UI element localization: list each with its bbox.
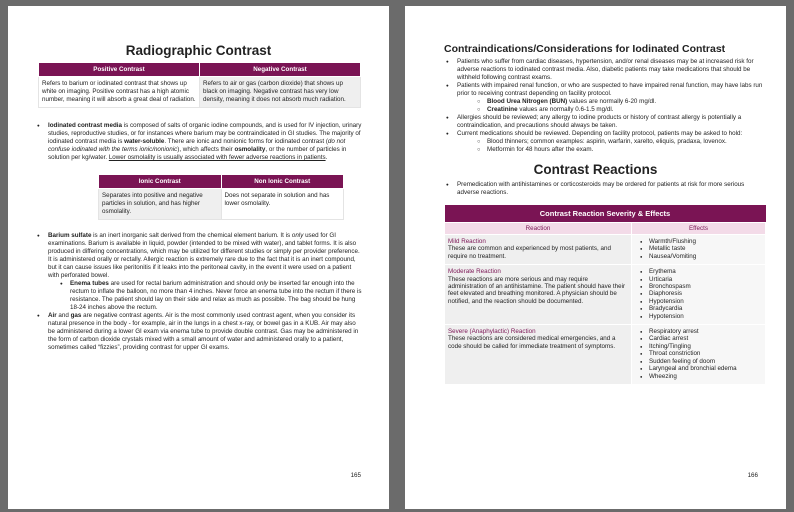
reaction-description: These reactions are considered medical emergencies, and a code should be called for immediate treatment of symptoms. [448, 335, 616, 350]
list-item: ● Respiratory arrest [635, 328, 762, 335]
effects-list [635, 268, 762, 320]
list-item: ● Iodinated contrast media is composed of salts of organic iodine compounds, and is used for IV injection, urinary studies, reproductive studies, or for instances where barium may be contraindicated in GI studies. The majority of iodinated contrast media is water-soluble. There are ionic and nonionic forms for iodinated contrast (do not confuse iodinated with the terms ionic/nonionic), which affects their osmolality, or the number of particles in solution per kg/water. Lower osmolality is usually associated with fewer adverse reactions in patients. [34, 122, 364, 162]
page-title: Contraindications/Considerations for Iodinated Contrast [444, 43, 726, 55]
table-cell: Refers to barium or iodinated contrast that shows up white on imaging. Positive contrast has a high atomic number, meaning it will absorb a great deal of radiation. [39, 77, 200, 108]
reaction-name: Mild Reaction [448, 238, 486, 245]
list-item: ● Premedication with antihistamines or corticosteroids may be ordered for patients at risk for more serious adverse reactions. [443, 181, 763, 197]
reaction-description: These are common and experienced by most patients, and require no treatment. [448, 245, 611, 260]
list-item: ● Cardiac arrest [635, 335, 762, 342]
hold-medications-list [475, 138, 763, 154]
list-item: ○ Creatinine values are normally 0.6-1.5 mg/dl. [475, 106, 763, 114]
contraindication-list [443, 58, 763, 154]
list-item: ● Erythema [635, 268, 762, 275]
table-header: Negative Contrast [200, 63, 361, 77]
page-166 [405, 6, 786, 509]
barium-list [34, 232, 364, 352]
table-header: Non Ionic Contrast [221, 175, 344, 189]
page-165 [8, 6, 389, 509]
list-item: ● Throat constriction [635, 350, 762, 357]
page-number: 165 [350, 472, 361, 479]
table-row [445, 265, 766, 325]
list-item: ● Warmth/Flushing [635, 238, 762, 245]
table-cell: Separates into positive and negative particles in solution, and has higher osmolality. [99, 189, 222, 220]
list-item: ● Nausea/Vomiting [635, 253, 762, 260]
list-item: ● Enema tubes are used for rectal barium administration and should only be inserted far enough into the rectum to inflate the balloon, no more than 4 inches. Never force an enema tube into the rectum if there is resistance. The patient should lay on their side and relax as much as possible. The bag should be hung 18-24 inches above the rectum. [58, 280, 364, 312]
list-item: ● Itching/Tingling [635, 343, 762, 350]
effects-list [635, 238, 762, 260]
list-item: ○ Metformin for 48 hours after the exam. [475, 146, 763, 154]
list-item: ● Allergies should be reviewed; any allergy to iodine products or history of contrast allergy is potentially a contraindication, and precautions should always be taken. [443, 114, 763, 130]
list-item: ○ Blood thinners; common examples: aspirin, warfarin, xarelto, eliquis, pradaxa, lovenox. [475, 138, 763, 146]
list-item: ● Metallic taste [635, 245, 762, 252]
list-item: ● Patients who suffer from cardiac diseases, hypertension, and/or renal diseases may be at increased risk for adverse reactions to iodinated contrast media. Also, diabetic patients may take medications that should be withheld following contrast exams. [443, 58, 763, 82]
list-item: ● Urticaria [635, 276, 762, 283]
premedication-list [443, 181, 763, 197]
list-item: ● Hypotension [635, 313, 762, 320]
reaction-name: Moderate Reaction [448, 268, 501, 276]
table-header: Reaction [445, 223, 632, 235]
list-item: ● Air and gas are negative contrast agents. Air is the most commonly used contrast agent, when you consider its natural presence in the body - for example, air in the lungs in a chest x-ray, or bowel gas in a KUB. Air may also be administered during a lower GI exam via enema tube to provide double contrast. Gas may be administered in the form of carbon dioxide crystals mixed with a small amount of water and administered orally to a patient, sometimes called “fizzies”, providing contrast for upper GI exams. [34, 312, 364, 352]
effects-list [635, 328, 762, 380]
list-item: ● Patients with impaired renal function, or who are suspected to have impaired renal function, may have labs run prior to receiving contrast depending on facility protocol. ○ Blood Urea Nitrogen (BUN) values are normally 6-20 mg/dl. ○ Creatinine values are normally 0.6-1.5 mg/dl. [443, 82, 763, 114]
table-row [445, 235, 766, 265]
table-header: Effects [632, 223, 766, 235]
list-item: ● Current medications should be reviewed. Depending on facility protocol, patients may be asked to hold: ○ Blood thinners; common examples: aspirin, warfarin, xarelto, eliquis, pradaxa, lovenox. ○ Metformin for 48 hours after the exam. [443, 130, 763, 154]
table-cell: Refers to air or gas (carbon dioxide) that shows up black on imaging. Negative contrast has very low density, meaning it does not absorb much radiation. [200, 77, 361, 108]
reaction-name: Severe (Anaphylactic) Reaction [448, 328, 536, 336]
ionic-table [98, 174, 344, 220]
list-item: ● Bradycardia [635, 305, 762, 312]
list-item: ● Laryngeal and bronchial edema [635, 365, 762, 372]
list-item: ● Diaphoresis [635, 290, 762, 297]
list-item: ● Wheezing [635, 373, 762, 380]
list-item: ● Hypotension [635, 298, 762, 305]
iodinated-list [34, 122, 364, 162]
table-title: Contrast Reaction Severity & Effects [445, 205, 766, 223]
reaction-description: These reactions are more serious and may require administration of an antihistamine. The patient should have their feet elevated and breathing monitored. A physician should be notified, and the reaction should be documented. [448, 275, 626, 305]
page-title: Radiographic Contrast [125, 43, 272, 58]
page-number: 166 [747, 472, 758, 479]
list-item: ○ Blood Urea Nitrogen (BUN) values are normally 6-20 mg/dl. [475, 98, 763, 106]
list-item: ● Barium sulfate is an inert inorganic salt derived from the chemical element barium. It is only used for GI examinations. Barium is available in liquid, powder (intended to be mixed with water), and tablet forms. It is also produced in differing concentrations, which may be utilized for different studies or simply per provider preference. It is administered orally or rectally. Allergic reaction is extremely rare due to the fact that it is an inert compound, but it can cause issues like peritonitis if it leaks into the peritoneal cavity, in the event it were used on a patient with perforated bowel. ● Enema tubes are used for rectal barium administration and should only be inserted far enough into the rectum to inflate the balloon, no more than 4 inches. Never force an enema tube into the rectum if there is resistance. The patient should lay on their side and relax as much as possible. The bag should be hung 18-24 inches above the rectum. [34, 232, 364, 312]
section-title: Contrast Reactions [533, 162, 658, 177]
enema-list [58, 280, 364, 312]
table-row [445, 325, 766, 385]
table-header: Positive Contrast [39, 63, 200, 77]
lab-values-list [475, 98, 763, 114]
list-item: ● Bronchospasm [635, 283, 762, 290]
reaction-severity-table [444, 205, 766, 385]
list-item: ● Sudden feeling of doom [635, 358, 762, 365]
table-cell: Does not separate in solution and has lower osmolality. [221, 189, 344, 220]
contrast-type-table [38, 62, 361, 108]
table-header: Ionic Contrast [99, 175, 222, 189]
